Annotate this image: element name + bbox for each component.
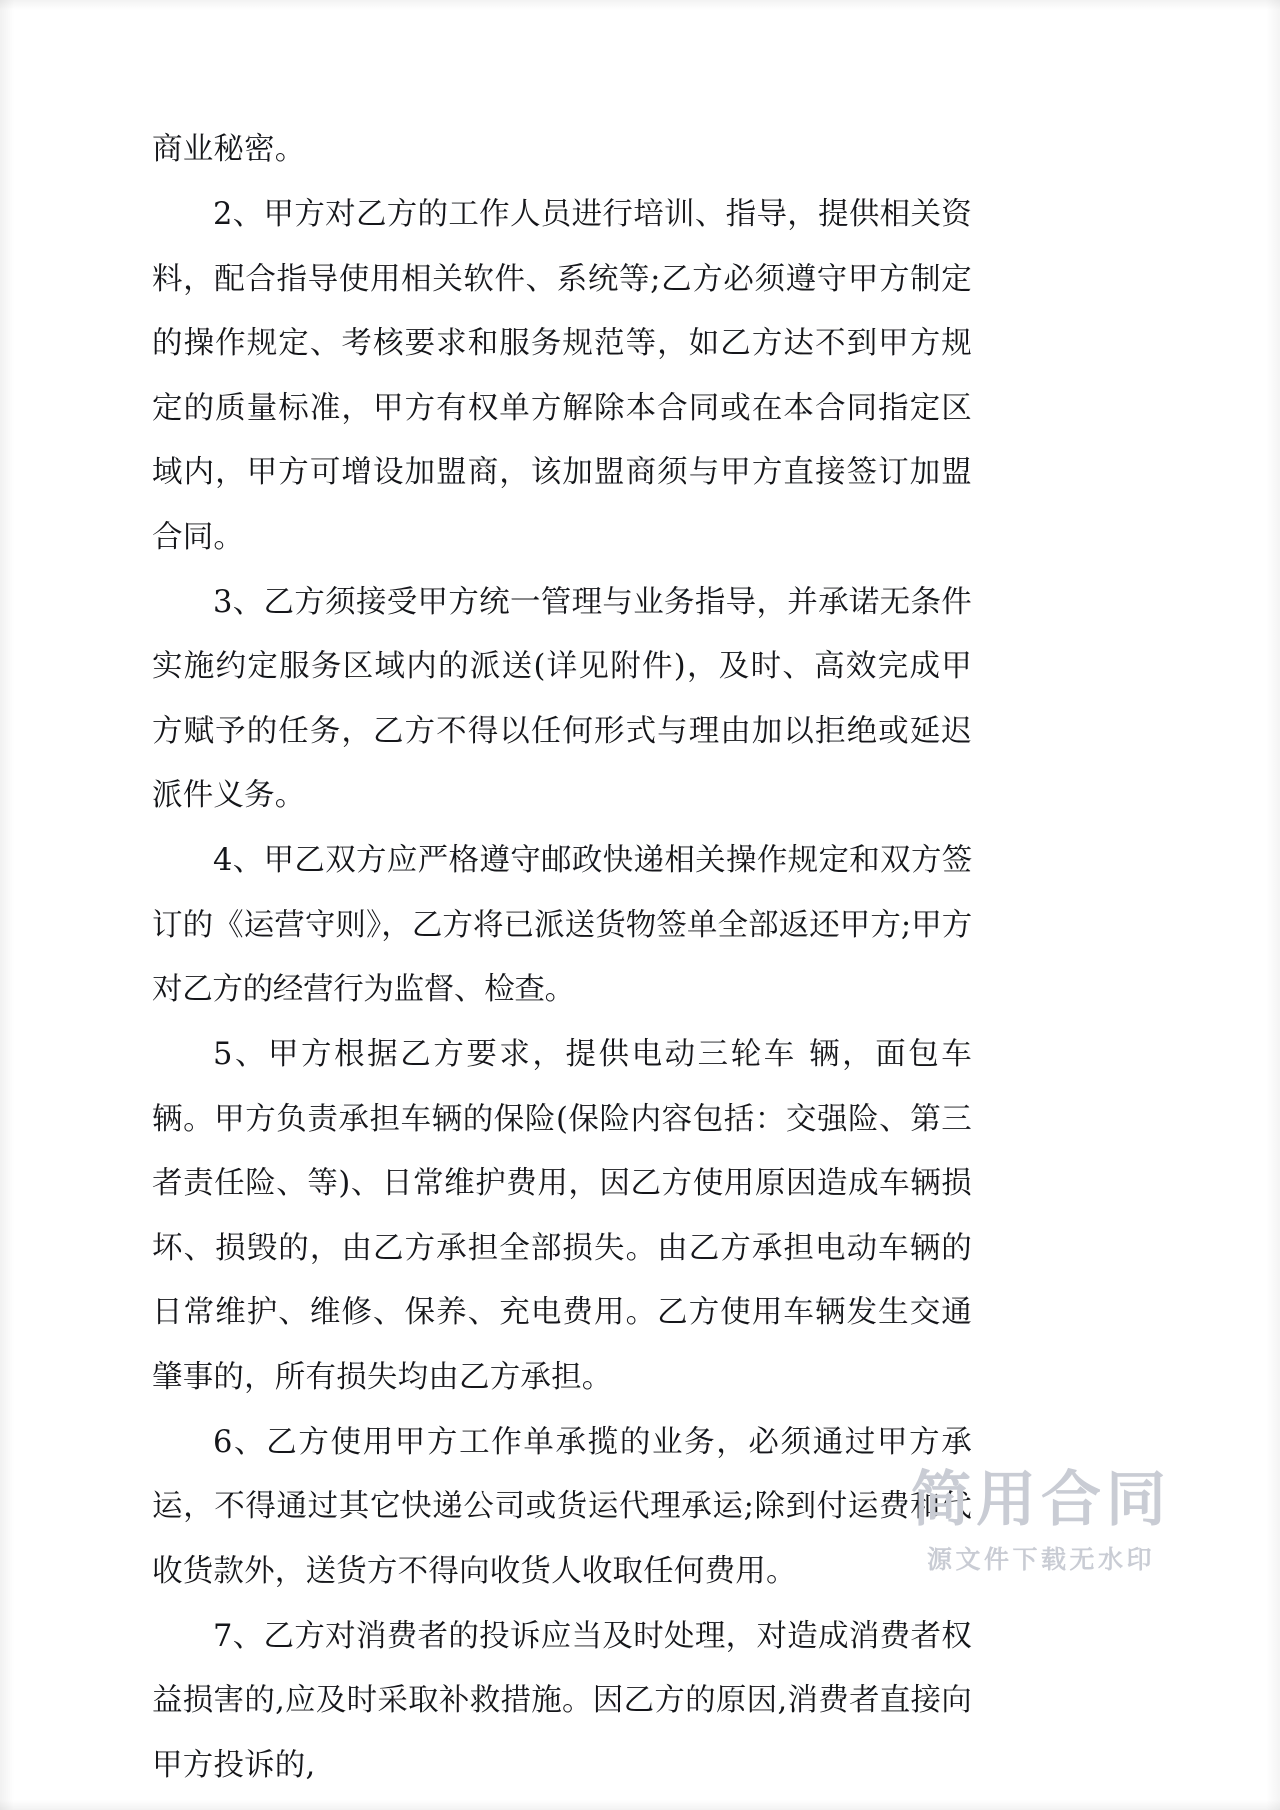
paragraph-clause-4: 4、甲乙双方应严格遵守邮政快递相关操作规定和双方签订的《运营守则》，乙方将已派送货物签单全部返还甲方;甲方对乙方的经营行为监督、检查。	[152, 843, 972, 1007]
paragraph-clause-3: 3、乙方须接受甲方统一管理与业务指导，并承诺无条件实施约定服务区域内的派送(详见附件)，及时、高效完成甲方赋予的任务，乙方不得以任何形式与理由加以拒绝或延迟派件义务。	[152, 584, 972, 813]
paragraph-clause-2: 2、甲方对乙方的工作人员进行培训、指导，提供相关资料，配合指导使用相关软件、系统等;乙方必须遵守甲方制定的操作规定、考核要求和服务规范等，如乙方达不到甲方规定的质量标准，甲方有权单方解除本合同或在本合同指定区域内，甲方可增设加盟商，该加盟商须与甲方直接签订加盟合同。	[152, 197, 972, 555]
watermark-subtitle: 源文件下载无水印	[926, 1545, 1155, 1574]
paragraph-clause-7: 7、乙方对消费者的投诉应当及时处理，对造成消费者权益损害的,应及时采取补救措施。因乙方的原因,消费者直接向甲方投诉的,	[152, 1618, 972, 1783]
page-top-shadow	[0, 0, 1280, 10]
document-text-body	[152, 118, 972, 1799]
paragraph-clause-6: 6、乙方使用甲方工作单承揽的业务，必须通过甲方承运，不得通过其它快递公司或货运代理承运;除到付运费和代收货款外，送货方不得向收货人收取任何费用。	[152, 1424, 972, 1589]
paragraph-clause-5: 5、甲方根据乙方要求，提供电动三轮车 辆，面包车辆。甲方负责承担车辆的保险(保险内容包括：交强险、第三者责任险、等)、日常维护费用，因乙方使用原因造成车辆损坏、损毁的，由乙方承担全部损失。由乙方承担电动车辆的日常维护、维修、保养、充电费用。乙方使用车辆发生交通肇事的，所有损失均由乙方承担。	[152, 1037, 972, 1395]
paragraph-carryover: 商业秘密。	[152, 132, 306, 167]
page-bottom-shadow	[0, 1800, 1280, 1810]
watermark-title: 简用合同	[911, 1465, 1171, 1535]
